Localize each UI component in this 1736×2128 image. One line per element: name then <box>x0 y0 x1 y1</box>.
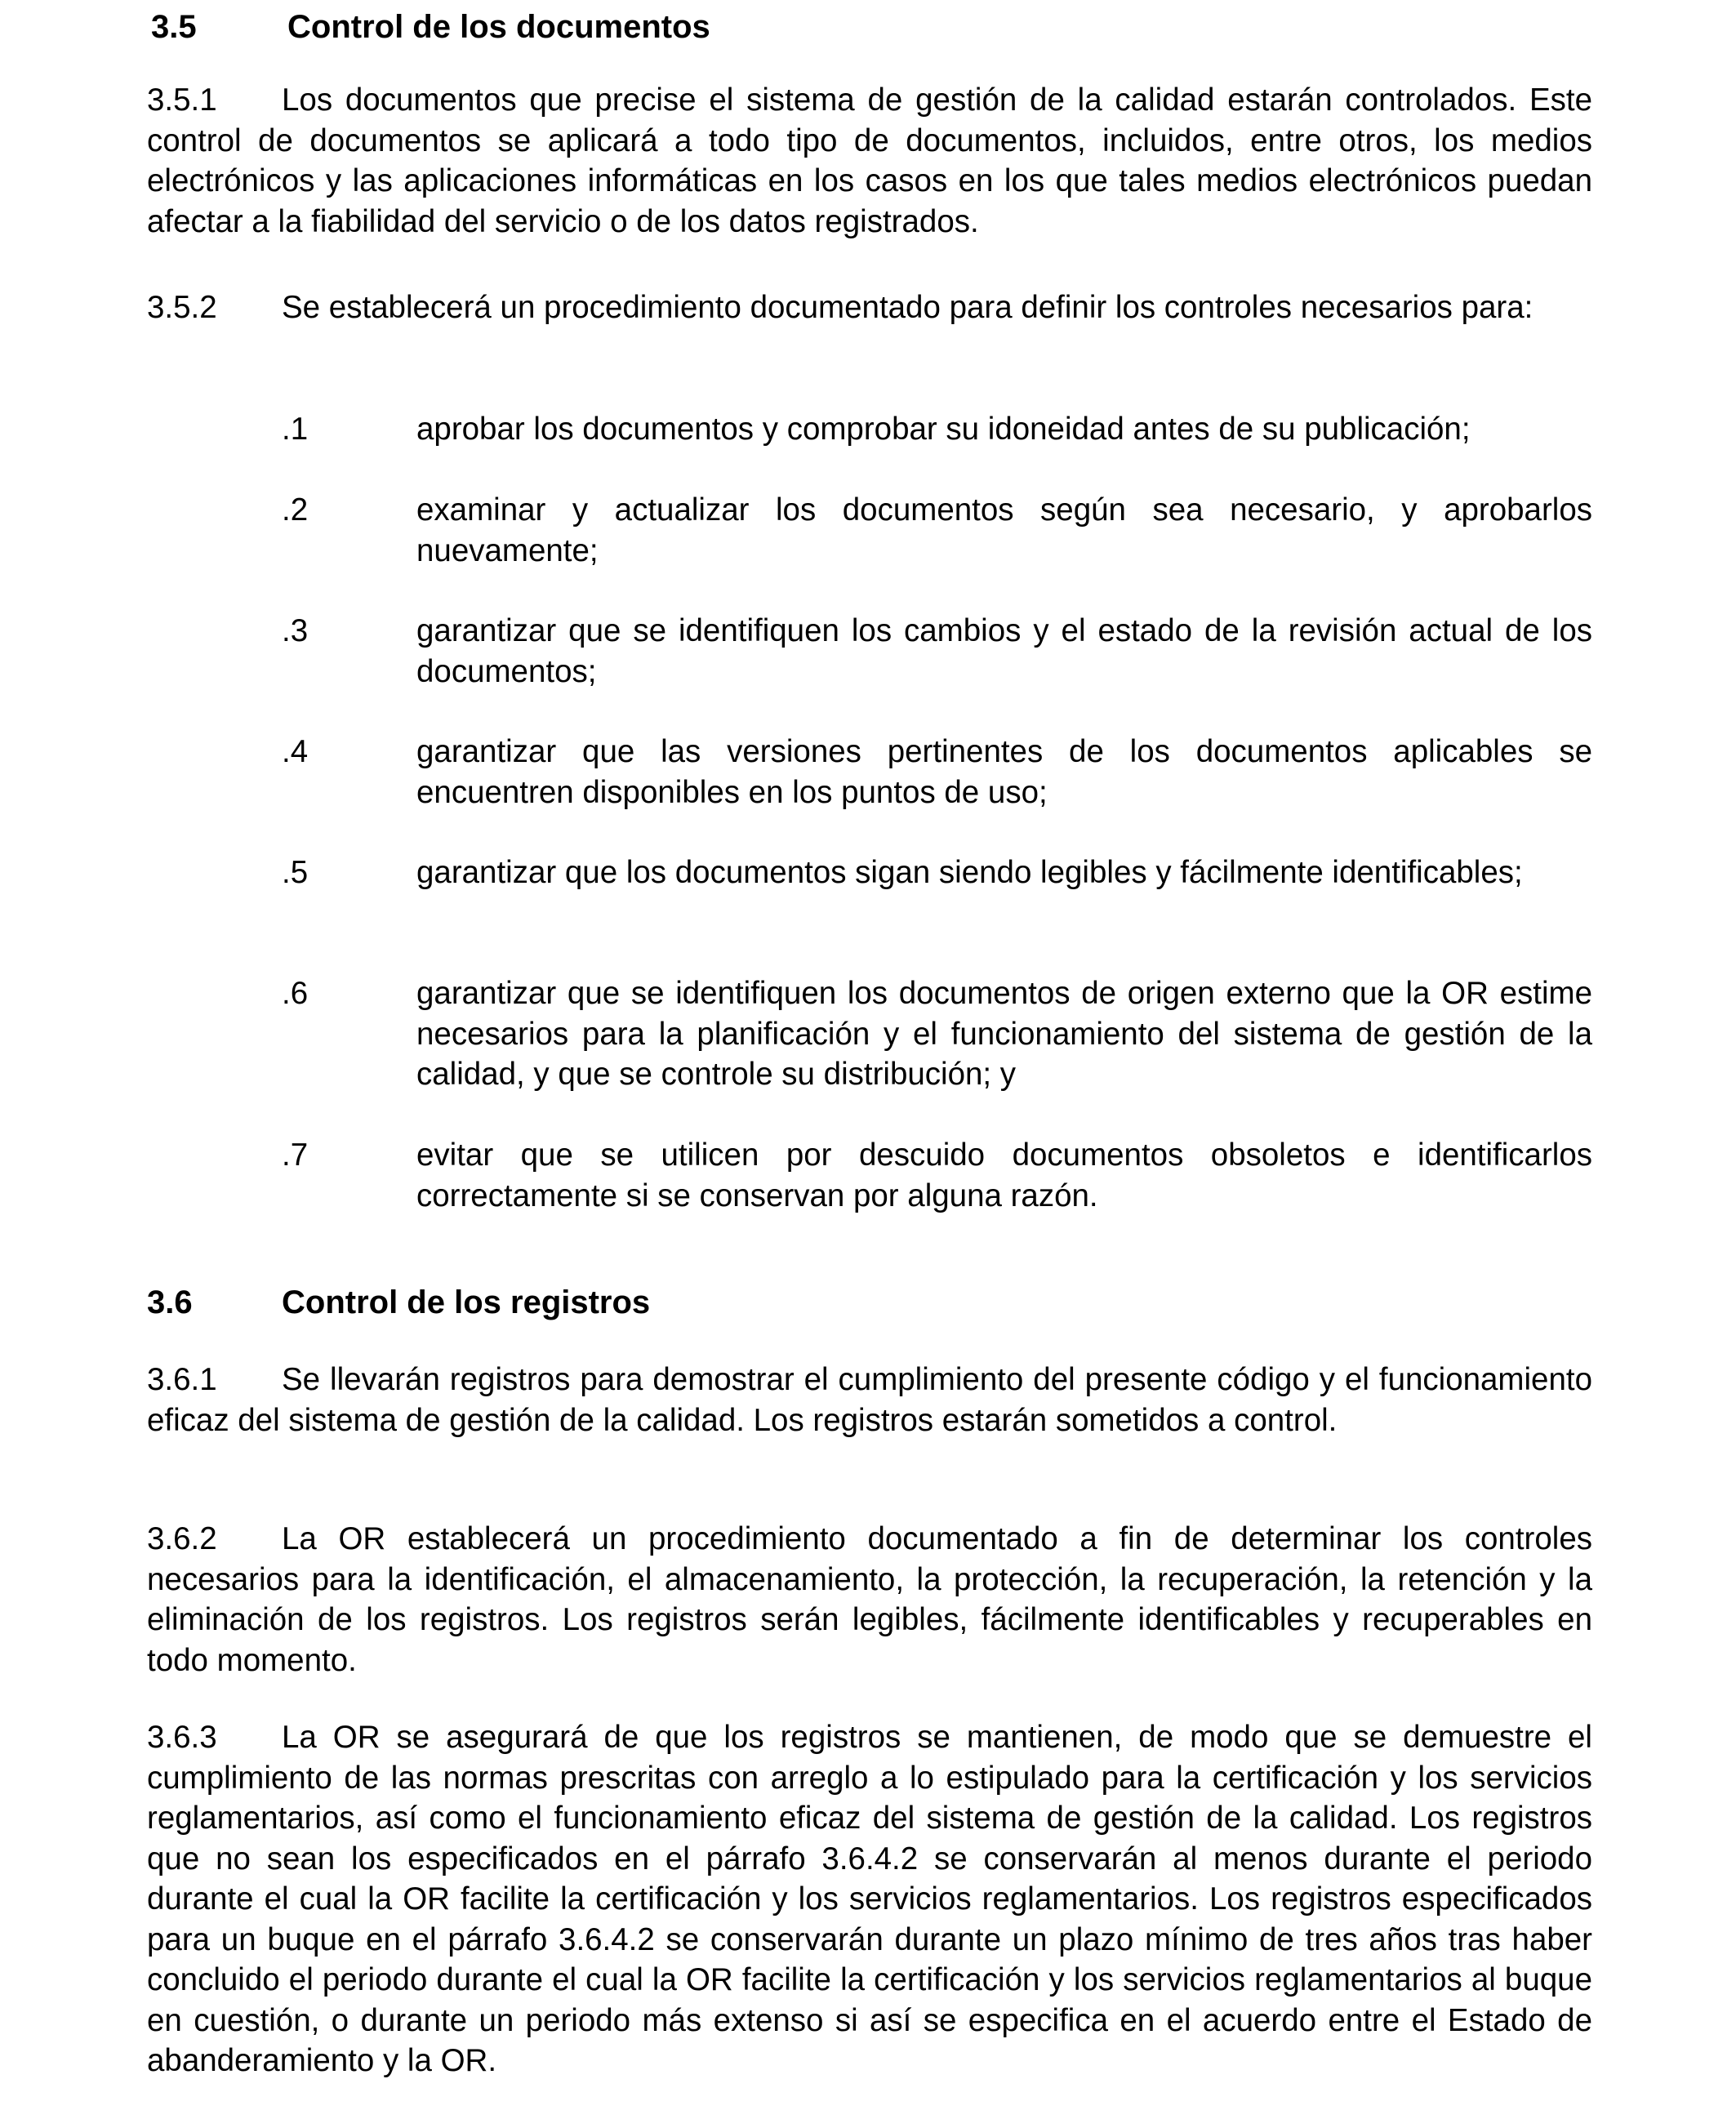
paragraph-3-5-2 <box>147 287 1592 328</box>
list-item-text: garantizar que se identifiquen los documentos de origen externo que la OR estime necesarios para la planificación y el funcionamiento del sistema de gestión de la calidad, y que se controle su distribución; y <box>416 976 1592 1092</box>
list-item-number: .6 <box>282 976 309 1011</box>
paragraph-3-6-1 <box>147 1360 1592 1440</box>
list-item-number: .4 <box>282 734 309 769</box>
paragraph-3-5-1 <box>147 80 1592 242</box>
list-item <box>147 732 1592 812</box>
section-title: Control de los registros <box>282 1284 651 1320</box>
paragraph-3-6-3 <box>147 1717 1592 2081</box>
list-item-text: garantizar que los documentos sigan siendo legibles y fácilmente identificables; <box>416 855 1523 890</box>
list-item <box>147 973 1592 1095</box>
paragraph-3-6-2 <box>147 1519 1592 1681</box>
paragraph-number: 3.5.1 <box>147 82 217 118</box>
list-item-text: garantizar que las versiones pertinentes de los documentos aplicables se encuentren disponibles en los puntos de uso; <box>416 734 1592 810</box>
list-item-text: evitar que se utilicen por descuido documentos obsoletos e identificarlos correctamente si se conservan por alguna razón. <box>416 1137 1592 1213</box>
list-item <box>147 490 1592 571</box>
list-item-number: .1 <box>282 412 309 447</box>
list-item-text: garantizar que se identifiquen los cambios y el estado de la revisión actual de los documentos; <box>416 613 1592 689</box>
list-item <box>147 1135 1592 1216</box>
section-number: 3.6 <box>147 1284 193 1320</box>
list-item <box>147 611 1592 692</box>
paragraph-text: La OR establecerá un procedimiento documentado a fin de determinar los controles necesarios para la identificación, el almacenamiento, la protección, la recuperación, la retención y la eliminación de los registros. Los registros serán legibles, fácilmente identificables y recuperables en todo momento. <box>147 1521 1592 1678</box>
paragraph-text: Se establecerá un procedimiento documentado para definir los controles necesarios para: <box>282 290 1533 325</box>
section-title: Control de los documentos <box>287 9 710 45</box>
list-item-number: .2 <box>282 492 309 528</box>
paragraph-text: Los documentos que precise el sistema de gestión de la calidad estarán controlados. Este control de documentos se aplicará a todo tipo de documentos, incluidos, entre otros, los medios electrónicos y las aplicaciones informáticas en los casos en los que tales medios electrónicos puedan afectar a la fiabilidad del servicio o de los datos registrados. <box>147 82 1592 239</box>
list-item <box>147 853 1592 893</box>
list-item-number: .5 <box>282 855 309 890</box>
list-item-number: .7 <box>282 1137 309 1173</box>
section-number: 3.5 <box>151 9 197 45</box>
list-item-text: aprobar los documentos y comprobar su idoneidad antes de su publicación; <box>416 412 1471 447</box>
list-item <box>147 409 1592 450</box>
section-heading-3-5 <box>151 7 1592 47</box>
paragraph-number: 3.5.2 <box>147 290 217 325</box>
section-heading-3-6 <box>147 1282 1592 1323</box>
paragraph-text: La OR se asegurará de que los registros se mantienen, de modo que se demuestre el cumplimiento de las normas prescritas con arreglo a lo estipulado para la certificación y los servicios reglamentarios, así como el funcionamiento eficaz del sistema de gestión de la calidad. Los registros que no sean los especificados en el párrafo 3.6.4.2 se conservarán al menos durante el periodo durante el cual la OR facilite la certificación y los servicios reglamentarios. Los registros especificados para un buque en el párrafo 3.6.4.2 se conservarán durante un plazo mínimo de tres años tras haber concluido el periodo durante el cual la OR facilite la certificación y los servicios reglamentarios al buque en cuestión, o durante un periodo más extenso si así se especifica en el acuerdo entre el Estado de abanderamiento y la OR. <box>147 1720 1592 2078</box>
list-item-text: examinar y actualizar los documentos según sea necesario, y aprobarlos nuevamente; <box>416 492 1592 568</box>
paragraph-number: 3.6.1 <box>147 1362 217 1397</box>
paragraph-text: Se llevarán registros para demostrar el cumplimiento del presente código y el funcionamiento eficaz del sistema de gestión de la calidad. Los registros estarán sometidos a control. <box>147 1362 1592 1438</box>
paragraph-number: 3.6.3 <box>147 1720 217 1755</box>
paragraph-number: 3.6.2 <box>147 1521 217 1556</box>
list-item-number: .3 <box>282 613 309 648</box>
